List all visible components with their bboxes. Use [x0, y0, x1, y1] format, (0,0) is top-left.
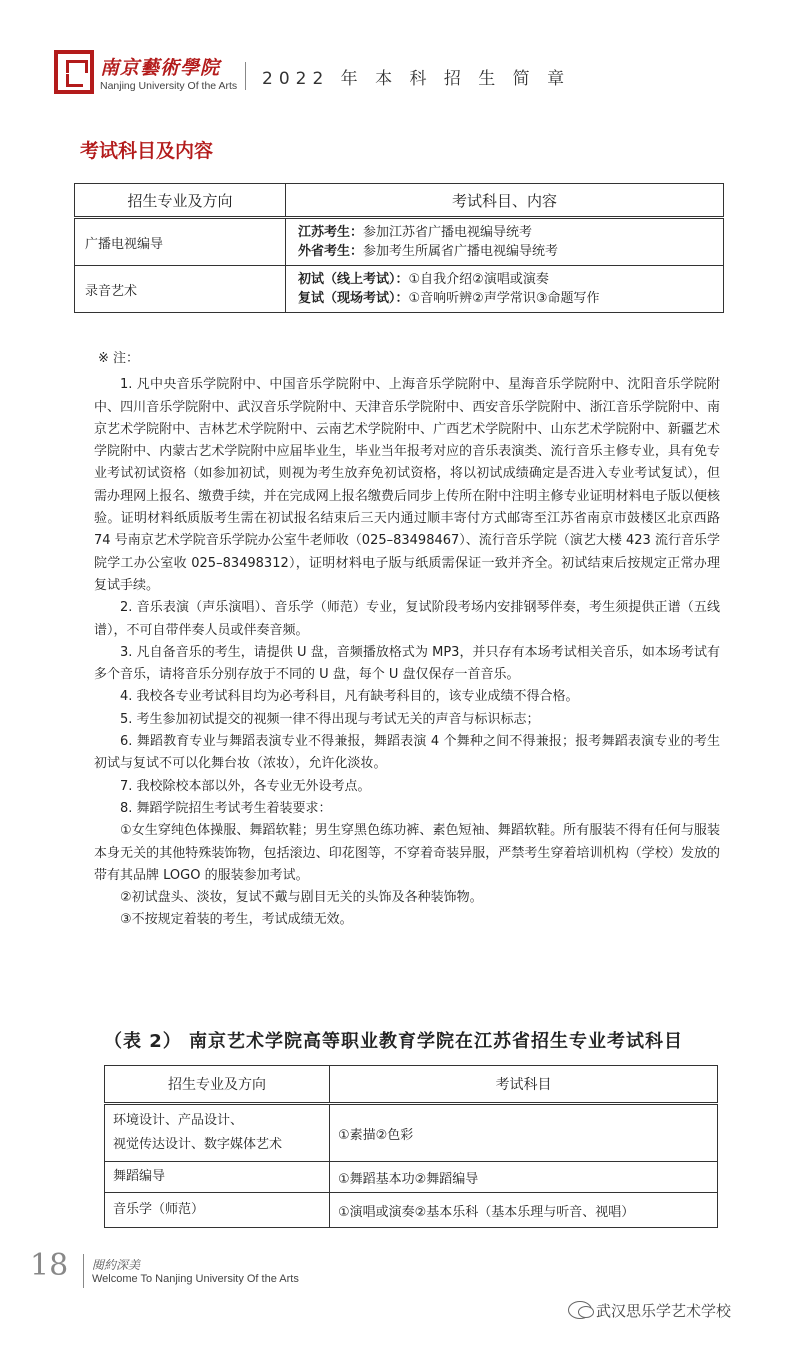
- table-row: [105, 1162, 718, 1193]
- table-row: [75, 218, 724, 266]
- page-number: 18: [30, 1248, 69, 1283]
- watermark-text: 武汉思乐学艺术学校: [596, 1302, 732, 1320]
- note-item: 1. 凡中央音乐学院附中、中国音乐学院附中、上海音乐学院附中、星海音乐学院附中、沈阳音乐学院附中、四川音乐学院附中、武汉音乐学院附中、天津音乐学院附中、西安音乐学院附中、浙江音乐学院附中、南京艺术学院附中、吉林艺术学院附中、云南艺术学院附中、广西艺术学院附中、山东艺术学院附中、新疆艺术学院附中、内蒙古艺术学院附中应届毕业生，毕业当年报考对应的音乐表演类、流行音乐主修专业，具有免专业考试初试资格（如参加初试，则视为考生放弃免初试资格，将以初试成绩确定是否进入专业考试复试），但需办理网上报名、缴费手续，并在完成网上报名缴费后同步上传所在附中注明主修专业证明材料电子版以便核验。证明材料纸质版考生需在初试报名结束后三天内通过顺丰寄付方式邮寄至江苏省南京市鼓楼区北京西路 74 号南京艺术学院音乐学院办公室牛老师收（025–83498467）、流行音乐学院（演艺大楼 423 流行音乐学院学工办公室收 025–83498312），证明材料电子版与纸质需保证一致并齐全。初试结束后按规定正常办理复试手续。: [94, 377, 720, 593]
- major-cell: 录音艺术: [75, 266, 286, 313]
- table-header-cell: 招生专业及方向: [105, 1066, 330, 1104]
- note-item: 7. 我校除校本部以外，各专业无外设考点。: [120, 778, 371, 794]
- table-header-cell: 考试科目、内容: [286, 184, 724, 218]
- subjects-cell: [286, 218, 724, 266]
- exam-text: ①音响听辨②声学常识③命题写作: [408, 291, 600, 306]
- major-line: 环境设计、产品设计、: [113, 1113, 244, 1128]
- table-header-row: [75, 184, 724, 218]
- wechat-icon: [568, 1301, 592, 1319]
- section-title: 考试科目及内容: [80, 140, 214, 162]
- table-header-cell: 考试科目: [330, 1066, 718, 1104]
- note-subitem: ②初试盘头、淡妆，复试不戴与剧目无关的头饰及各种装饰物。: [120, 890, 483, 906]
- header-divider: [245, 62, 246, 90]
- table-row: [105, 1104, 718, 1162]
- vocational-exam-table: [104, 1065, 718, 1228]
- subjects-cell: ①舞蹈基本功②舞蹈编导: [330, 1162, 718, 1193]
- table-header-row: [105, 1066, 718, 1104]
- school-logo-icon: [54, 50, 94, 94]
- school-name-cn: 南京藝術學院: [100, 57, 221, 79]
- exam-text: 参加考生所属省广播电视编导统考: [363, 244, 559, 259]
- note-item: 8. 舞蹈学院招生考试考生着装要求：: [120, 800, 332, 816]
- major-cell: [105, 1104, 330, 1162]
- note-item: 5. 考生参加初试提交的视频一律不得出现与考试无关的声音与标识标志；: [120, 711, 540, 727]
- notes-heading: ※ 注：: [98, 351, 140, 366]
- footer-slogan-en: Welcome To Nanjing University Of the Arts: [92, 1273, 299, 1285]
- table2-title: （表 2） 南京艺术学院高等职业教育学院在江苏省招生专业考试科目: [104, 1031, 684, 1052]
- note-item: 6. 舞蹈教育专业与舞蹈表演专业不得兼报，舞蹈表演 4 个舞种之间不得兼报；报考舞蹈表演专业的考生初试与复试不可以化舞台妆（浓妆），允许化淡妆。: [94, 734, 720, 772]
- subjects-cell: ①演唱或演奏②基本乐科（基本乐理与听音、视唱）: [330, 1193, 718, 1228]
- major-cell: 广播电视编导: [75, 218, 286, 266]
- page-header: [0, 0, 800, 110]
- major-cell: 音乐学（师范）: [105, 1193, 330, 1228]
- exam-text: 参加江苏省广播电视编导统考: [363, 225, 533, 240]
- major-cell: 舞蹈编导: [105, 1162, 330, 1193]
- exam-label: 复试（现场考试）：: [298, 291, 409, 306]
- note-item: 2. 音乐表演（声乐演唱）、音乐学（师范）专业，复试阶段考场内安排钢琴伴奏，考生须提供正谱（五线谱），不可自带伴奏人员或伴奏音频。: [94, 600, 720, 638]
- school-name-en: Nanjing University Of the Arts: [100, 80, 238, 92]
- brochure-title: 2022 年 本 科 招 生 简 章: [262, 69, 571, 89]
- note-item: 4. 我校各专业考试科目均为必考科目，凡有缺考科目的，该专业成绩不得合格。: [120, 689, 579, 705]
- footer-divider: [83, 1254, 84, 1288]
- subjects-cell: [286, 266, 724, 313]
- exam-label: 江苏考生：: [298, 225, 364, 240]
- footer-slogan-cn: 閱約深美: [92, 1258, 141, 1272]
- exam-text: ①自我介绍②演唱或演奏: [408, 272, 549, 287]
- note-item: 3. 凡自备音乐的考生，请提供 U 盘，音频播放格式为 MP3，并只存有本场考试相关音乐，如本场考试有多个音乐，请将音乐分别存放于不同的 U 盘，每个 U 盘仅保存一首音乐。: [94, 644, 720, 683]
- major-line: 视觉传达设计、数字媒体艺术: [113, 1137, 283, 1152]
- exam-subjects-table: [74, 183, 724, 313]
- table-row: [105, 1193, 718, 1228]
- table-row: [75, 266, 724, 313]
- notes-section: [94, 348, 720, 932]
- subjects-cell: ①素描②色彩: [330, 1104, 718, 1162]
- table-header-cell: 招生专业及方向: [75, 184, 286, 218]
- note-subitem: ③不按规定着装的考生，考试成绩无效。: [120, 912, 353, 928]
- exam-label: 初试（线上考试）：: [298, 272, 409, 287]
- note-subitem: ①女生穿纯色体操服、舞蹈软鞋；男生穿黑色练功裤、素色短袖、舞蹈软鞋。所有服装不得有任何与服装本身无关的其他特殊装饰物，包括滚边、印花图等，不穿着奇装异服，严禁考生穿着培训机构（学校）发放的带有其品牌 LOGO 的服装参加考试。: [94, 823, 720, 883]
- exam-label: 外省考生：: [298, 244, 364, 259]
